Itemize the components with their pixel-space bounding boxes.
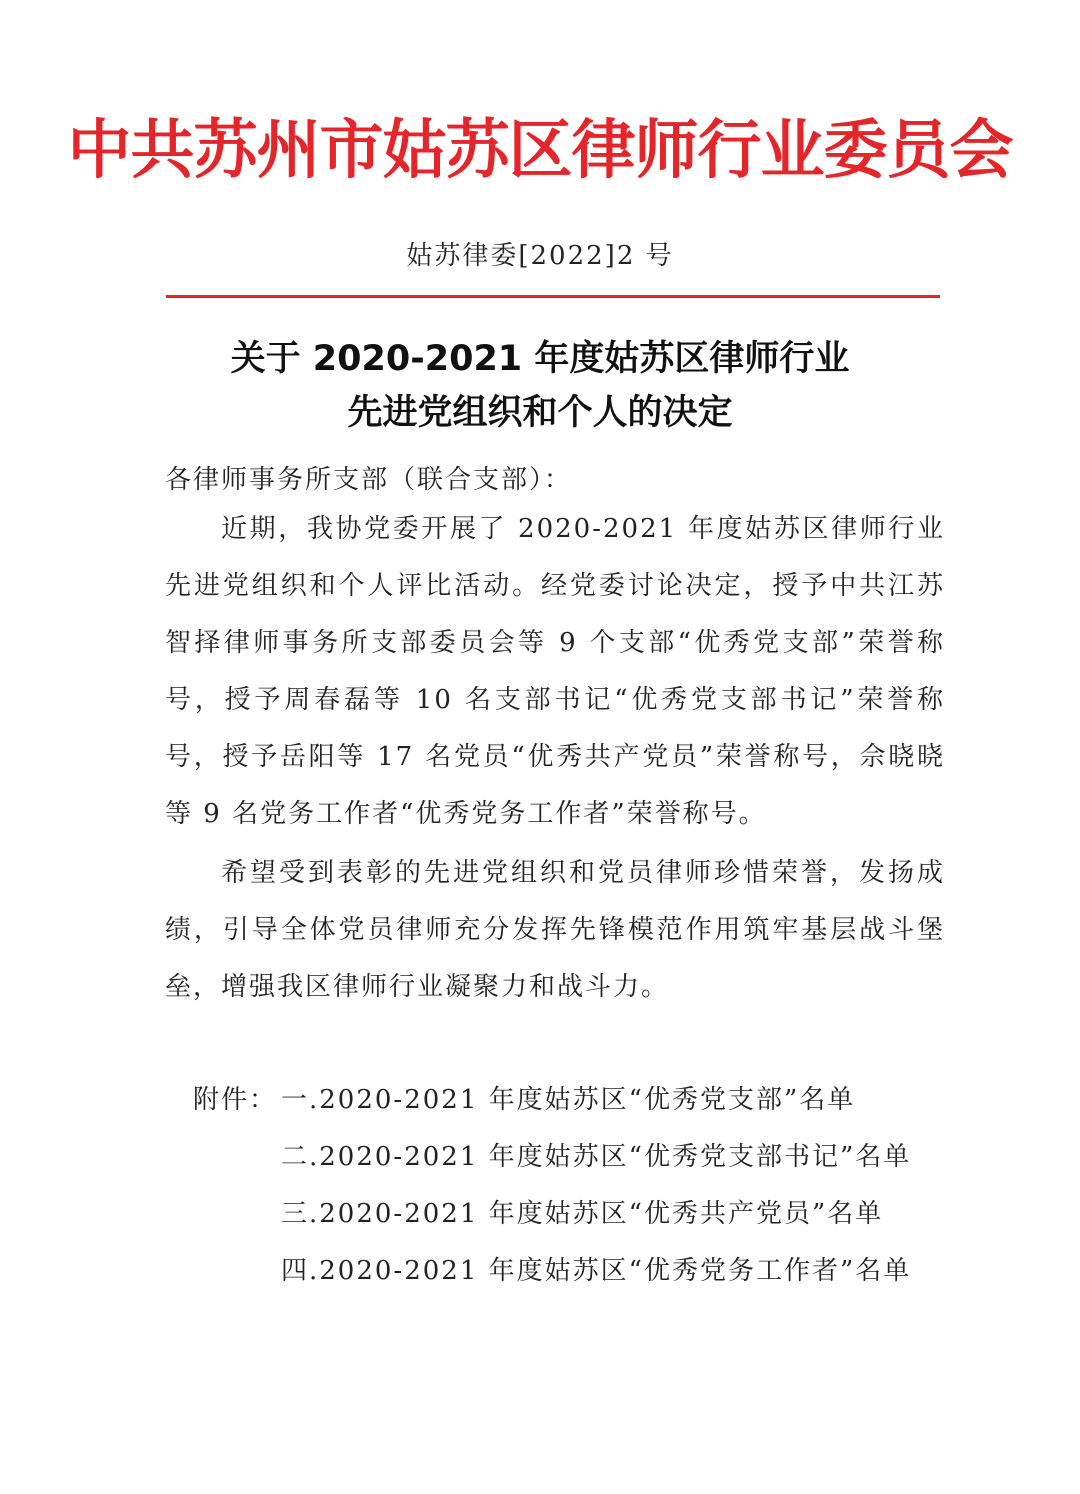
attachment-row <box>193 1129 953 1186</box>
attachments-label: 附件： <box>193 1085 278 1115</box>
body-paragraph-1: 近期，我协党委开展了 2020-2021 年度姑苏区律师行业先进党组织和个人评比活动。经党委讨论决定，授予中共江苏智择律师事务所支部委员会等 9 个支部“优秀党支部”荣誉称号，授予周春磊等 10 名支部书记“优秀党支部书记”荣誉称号，授予岳阳等 17 名党员“优秀共产党员”荣誉称号，佘晓晓等 9 名党务工作者“优秀党务工作者”荣誉称号。 <box>165 514 945 829</box>
attachment-item: 一.2020-2021 年度姑苏区“优秀党支部”名单 <box>281 1085 856 1115</box>
attachment-item: 三.2020-2021 年度姑苏区“优秀共产党员”名单 <box>281 1199 884 1229</box>
attachment-item: 二.2020-2021 年度姑苏区“优秀党支部书记”名单 <box>281 1142 912 1172</box>
attachment-row <box>193 1243 953 1300</box>
document-number: 姑苏律委[2022]2 号 <box>406 241 674 271</box>
issuing-organization-title: 中共苏州市姑苏区律师行业委员会 <box>67 113 1013 188</box>
body-paragraph-2: 希望受到表彰的先进党组织和党员律师珍惜荣誉，发扬成绩，引导全体党员律师充分发挥先锋模范作用筑牢基层战斗堡垒，增强我区律师行业凝聚力和战斗力。 <box>165 858 945 1002</box>
attachment-row <box>193 1186 953 1243</box>
document-heading <box>0 332 1080 440</box>
attachment-row <box>193 1072 953 1129</box>
attachments-list <box>193 1072 953 1300</box>
document-heading-line-2: 先进党组织和个人的决定 <box>347 393 733 433</box>
document-heading-line-1: 关于 2020-2021 年度姑苏区律师行业 <box>230 339 850 379</box>
attachment-item: 四.2020-2021 年度姑苏区“优秀党务工作者”名单 <box>281 1256 912 1286</box>
red-divider-line <box>166 295 940 298</box>
salutation: 各律师事务所支部（联合支部）： <box>165 465 573 495</box>
